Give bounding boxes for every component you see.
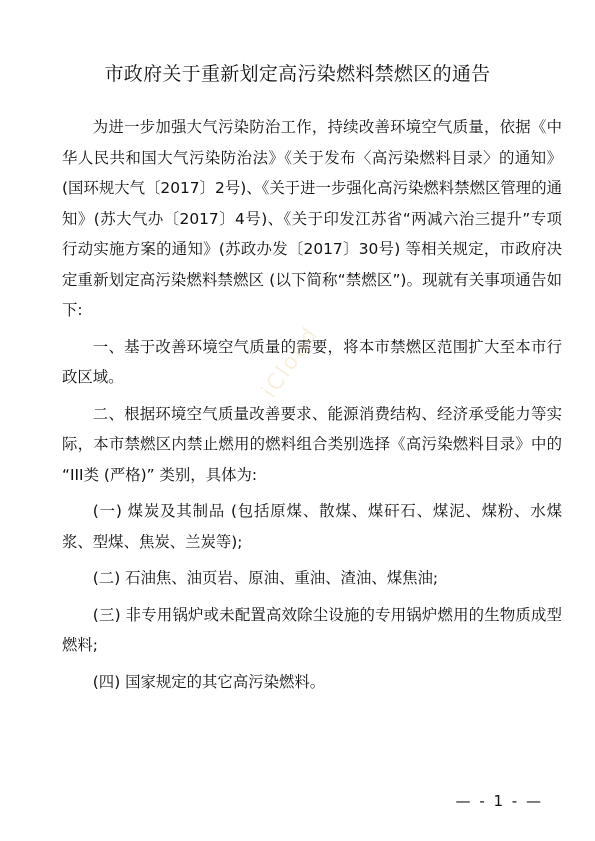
paragraph-subitem-4: (四) 国家规定的其它高污染燃料。 (92, 672, 326, 691)
watermark: iCloud (257, 322, 324, 403)
paragraph-intro: 为进一步加强大气污染防治工作，持续改善环境空气质量，依据《中华人民共和国大气污染防治法》《关于发布〈高污染燃料目录〉的通知》(国环规大气〔2017〕2号)、《关于进一步强化高污染燃料禁燃区管理的通知》(苏大气办〔2017〕4号)、《关于印发江苏省“两减六治三提升”专项行动实施方案的通知》(苏政办发〔2017〕30号) 等相关规定，市政府决定重新划定高污染燃料禁燃区 (以下简称“禁燃区”)。现就有关事项通告如下: (62, 118, 562, 319)
paragraph-item-1: 一、基于改善环境空气质量的需要，将本市禁燃区范围扩大至本市行政区域。 (62, 337, 562, 386)
paragraph-subitem-2: (二) 石油焦、油页岩、原油、重油、渣油、煤焦油; (92, 569, 439, 587)
page-number: — - 1 - — (455, 792, 543, 810)
paragraph-subitem-1: (一) 煤炭及其制品 (包括原煤、散煤、煤矸石、煤泥、煤粉、水煤浆、型煤、焦炭、兰炭等); (62, 502, 562, 551)
paragraph-item-2: 二、根据环境空气质量改善要求、能源消费结构、经济承受能力等实际，本市禁燃区内禁止燃用的燃料组合类别选择《高污染燃料目录》中的 “III类 (严格)” 类别，具体为: (62, 404, 562, 484)
document-body (62, 112, 562, 697)
document-title: 市政府关于重新划定高污染燃料禁燃区的通告 (104, 63, 491, 85)
paragraph-subitem-3: (三) 非专用锅炉或未配置高效除尘设施的专用锅炉燃用的生物质成型燃料; (62, 605, 562, 654)
